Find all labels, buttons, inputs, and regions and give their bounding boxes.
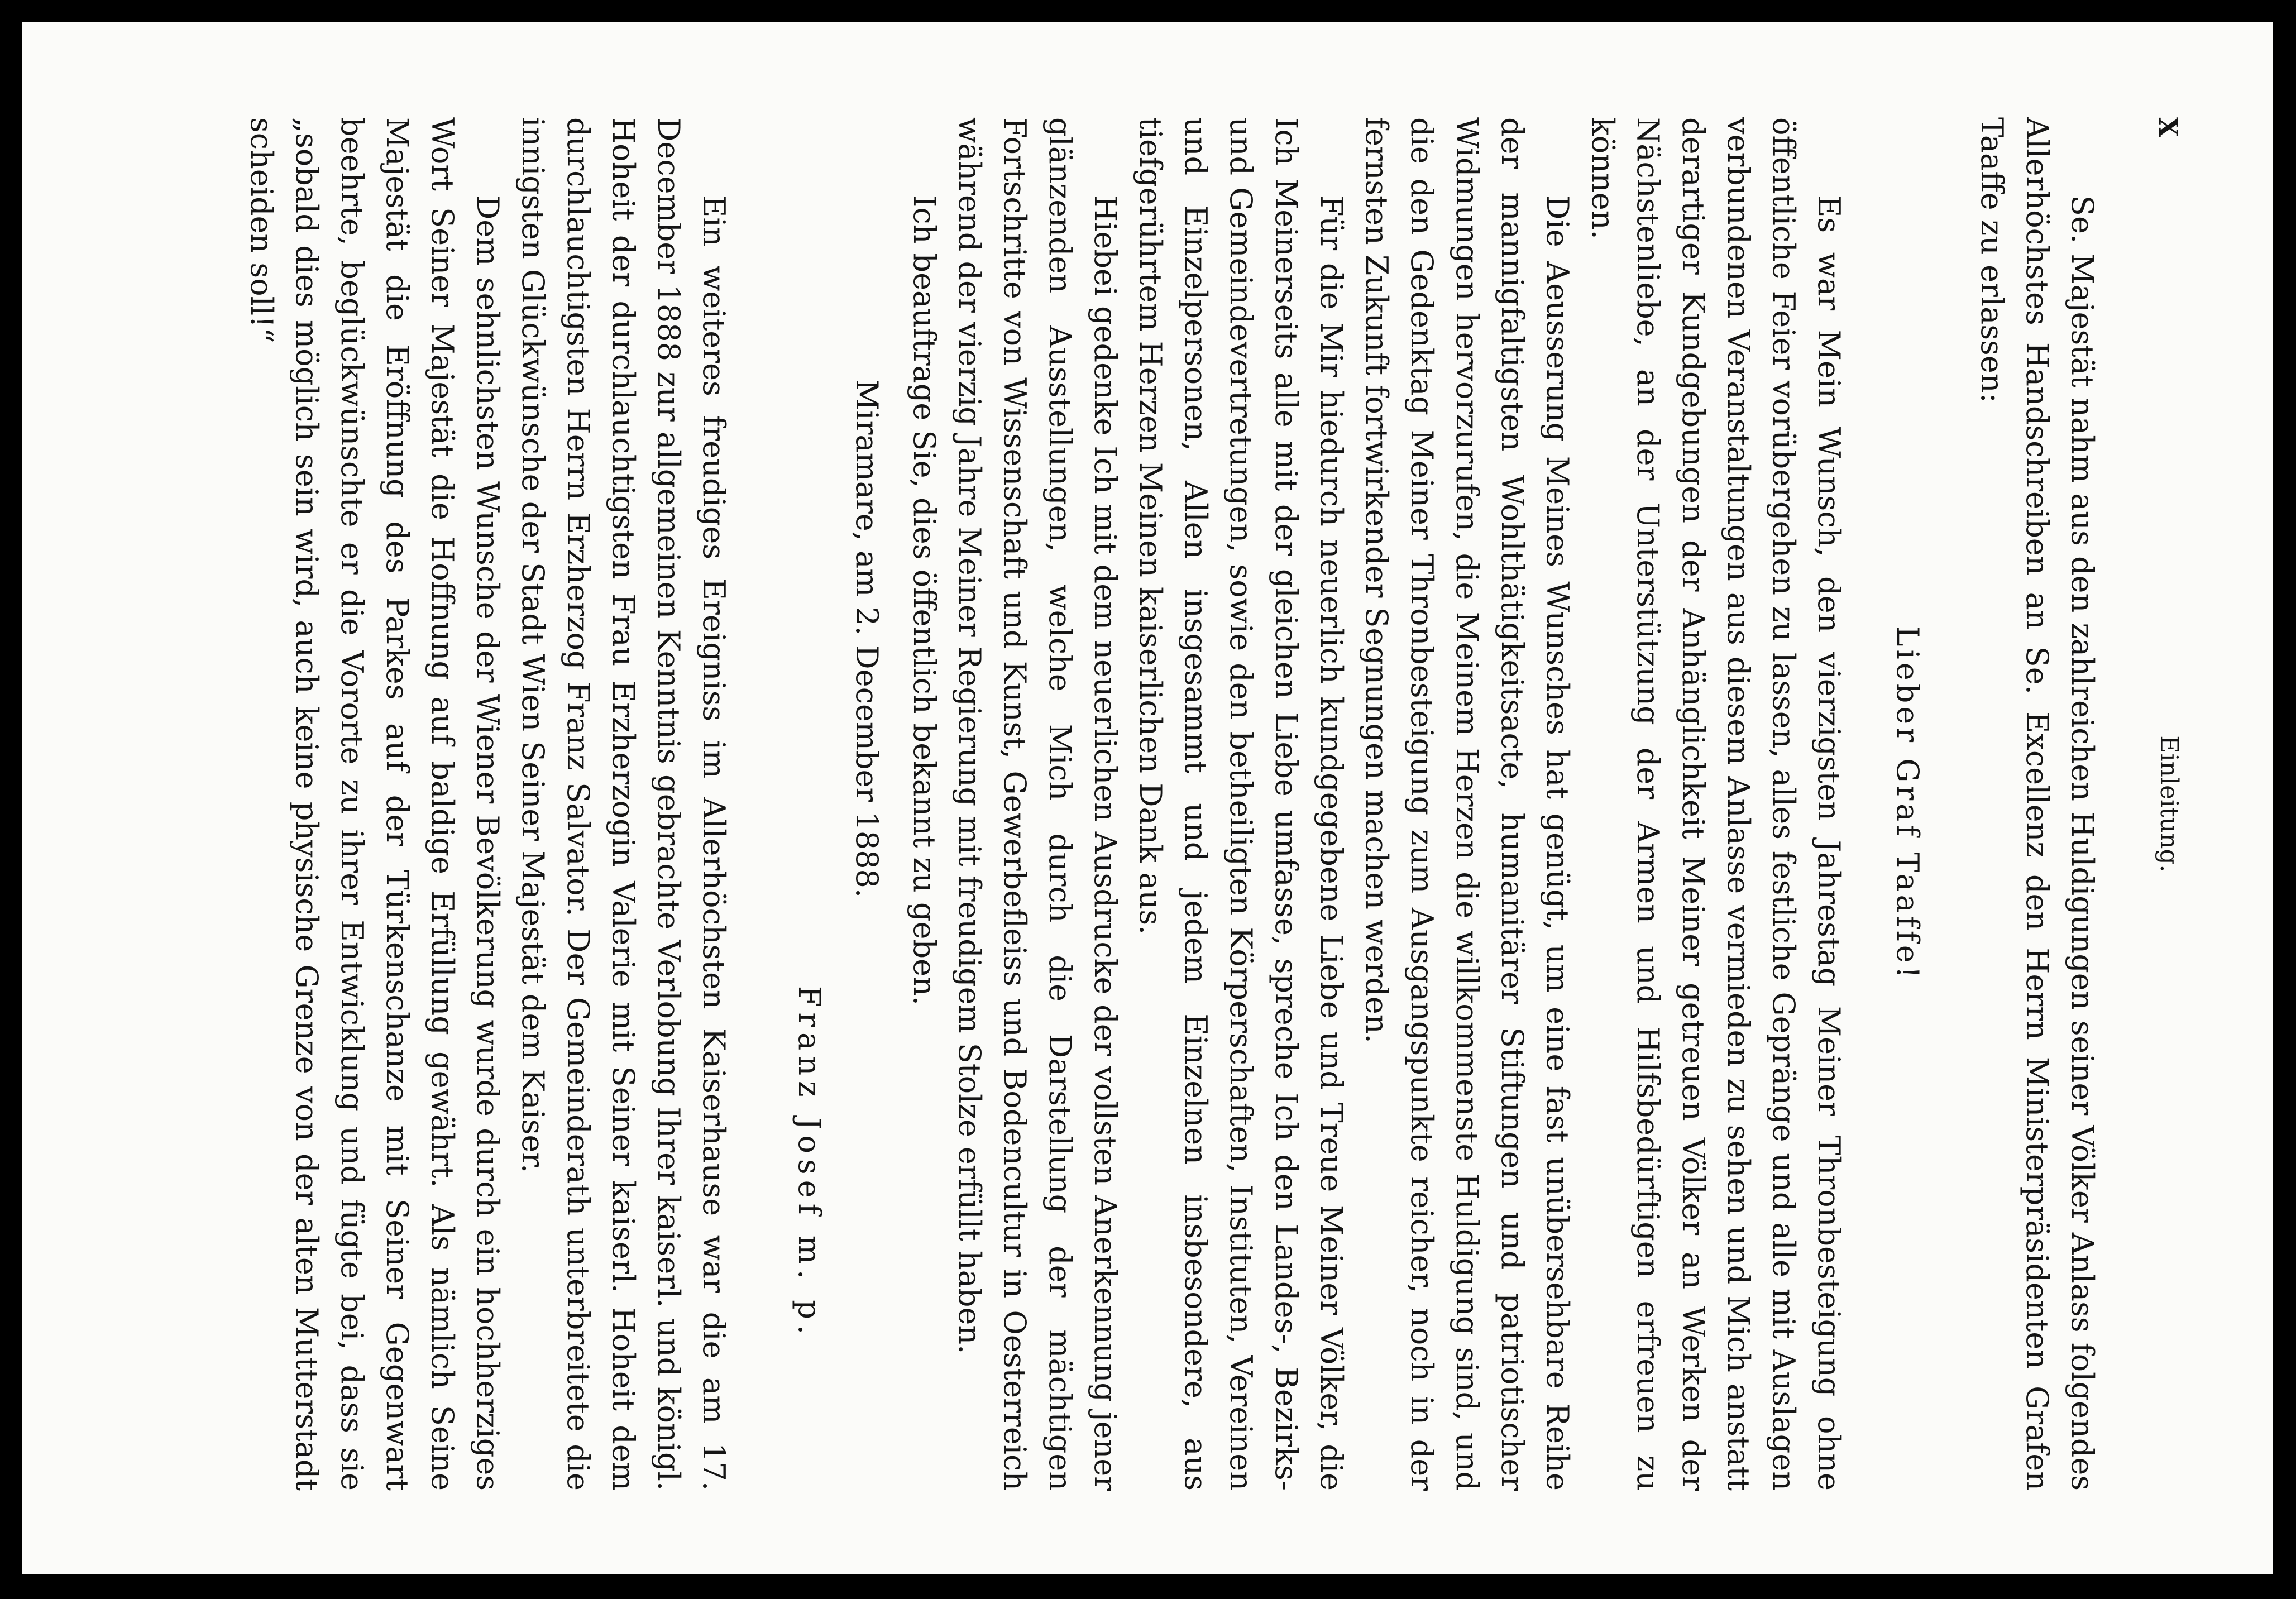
letter-paragraph-3: Für die Mir hiedurch neuerlich kundgegebene Liebe und Treue Meiner Völker, die Ich Meinerseits alle mit der gleichen Liebe umfasse, spreche Ich den Landes-, Bezirks- und Gemeindevertretungen, sowie den betheiligten Körperschaften, Instituten, Vereinen und Einzelpersonen, Allen insgesammt und jedem Einzelnen insbesondere, aus tiefgerührtem Herzen Meinen kaiserlichen Dank aus. xyxy=(1133,117,1349,1491)
rotated-page-content xyxy=(22,22,2273,1574)
letter-place-date: Miramare, am 2. December 1888. xyxy=(849,380,884,898)
closing-paragraph-1: Ein weiteres freudiges Ereigniss im Allerhöchsten Kaiserhause war die am 17. December 1888 zur allgemeinen Kenntnis gebrachte Verlobung Ihrer kaiserl. und königl. Hoheit der durchlauchtigsten Frau Erzherzogin Valerie mit Seiner kaiserl. Hoheit dem durchlauchtigsten Herrn Erzherzog Franz Salvator. Der Gemeinderath unterbreitete die innigsten Glückwünsche der Stadt Wien Seiner Majestät dem Kaiser. xyxy=(515,117,731,1491)
letter-signature: Franz Josef m. p. xyxy=(792,985,827,1340)
main-text xyxy=(239,117,2105,1491)
closing-paragraph-2: Dem sehnlichsten Wunsche der Wiener Bevölkerung wurde durch ein hochherziges Wort Seiner Majestät die Hoffnung auf baldige Erfüllung gewährt. Als nämlich Seine Majestät die Eröffnung des Parkes auf der Türkenschanze mit Seiner Gegenwart beehrte, beglückwünschte er die Vororte zu ihrer Entwicklung und fügte bei, dass sie „sobald dies möglich sein wird, auch keine physische Grenze von der alten Mutterstadt scheiden soll!“ xyxy=(244,117,505,1491)
letter-paragraph-4: Hiebei gedenke Ich mit dem neuerlichen Ausdrucke der vollsten Anerkennung jener glänzenden Ausstellungen, welche Mich durch die Darstellung der mächtigen Fortschritte von Wissenschaft und Kunst, Gewerbefleiss und Bodencultur in Oesterreich während der vierzig Jahre Meiner Regierung mit freudigem Stolze erfüllt haben. xyxy=(952,117,1123,1491)
running-header xyxy=(2144,117,2183,1491)
letter-paragraph-1: Es war Mein Wunsch, den vierzigsten Jahrestag Meiner Thronbesteigung ohne öffentliche Feier vorübergehen zu lassen, alles festliche Gepränge und alle mit Auslagen verbundenen Veranstaltungen aus diesem Anlasse vermieden zu sehen und Mich anstatt derartiger Kundgebungen der Anhänglichkeit Meiner getreuen Völker an Werken der Nächstenliebe, an der Unterstützung der Armen und Hilfsbedürftigen erfreuen zu können. xyxy=(1585,117,1847,1491)
intro-paragraph: Se. Majestät nahm aus den zahlreichen Huldigungen seiner Völker Anlass folgendes Allerhöchstes Handschreiben an Se. Excellenz den Herrn Ministerpräsidenten Grafen Taaffe zu erlassen: xyxy=(1974,117,2100,1491)
page-sheet xyxy=(22,22,2273,1574)
page-number: X xyxy=(2153,117,2183,137)
letter-paragraph-5: Ich beauftrage Sie, dies öffentlich bekannt zu geben. xyxy=(907,195,942,1006)
letter-paragraph-2: Die Aeusserung Meines Wunsches hat genügt, um eine fast unübersehbare Reihe der mannigfaltigsten Wohlthätigkeitsacte, humanitärer Stiftungen und patriotischer Widmungen hervorzurufen, die Meinem Herzen die willkommenste Huldigung sind, und die den Gedenktag Meiner Thronbesteigung zum Ausgangspunkte reicher, noch in der fernsten Zukunft fortwirkender Segnungen machen werden. xyxy=(1359,117,1575,1491)
letter-salutation: Lieber Graf Taaffe! xyxy=(1890,626,1925,982)
running-title: Einleitung. xyxy=(2155,735,2183,873)
